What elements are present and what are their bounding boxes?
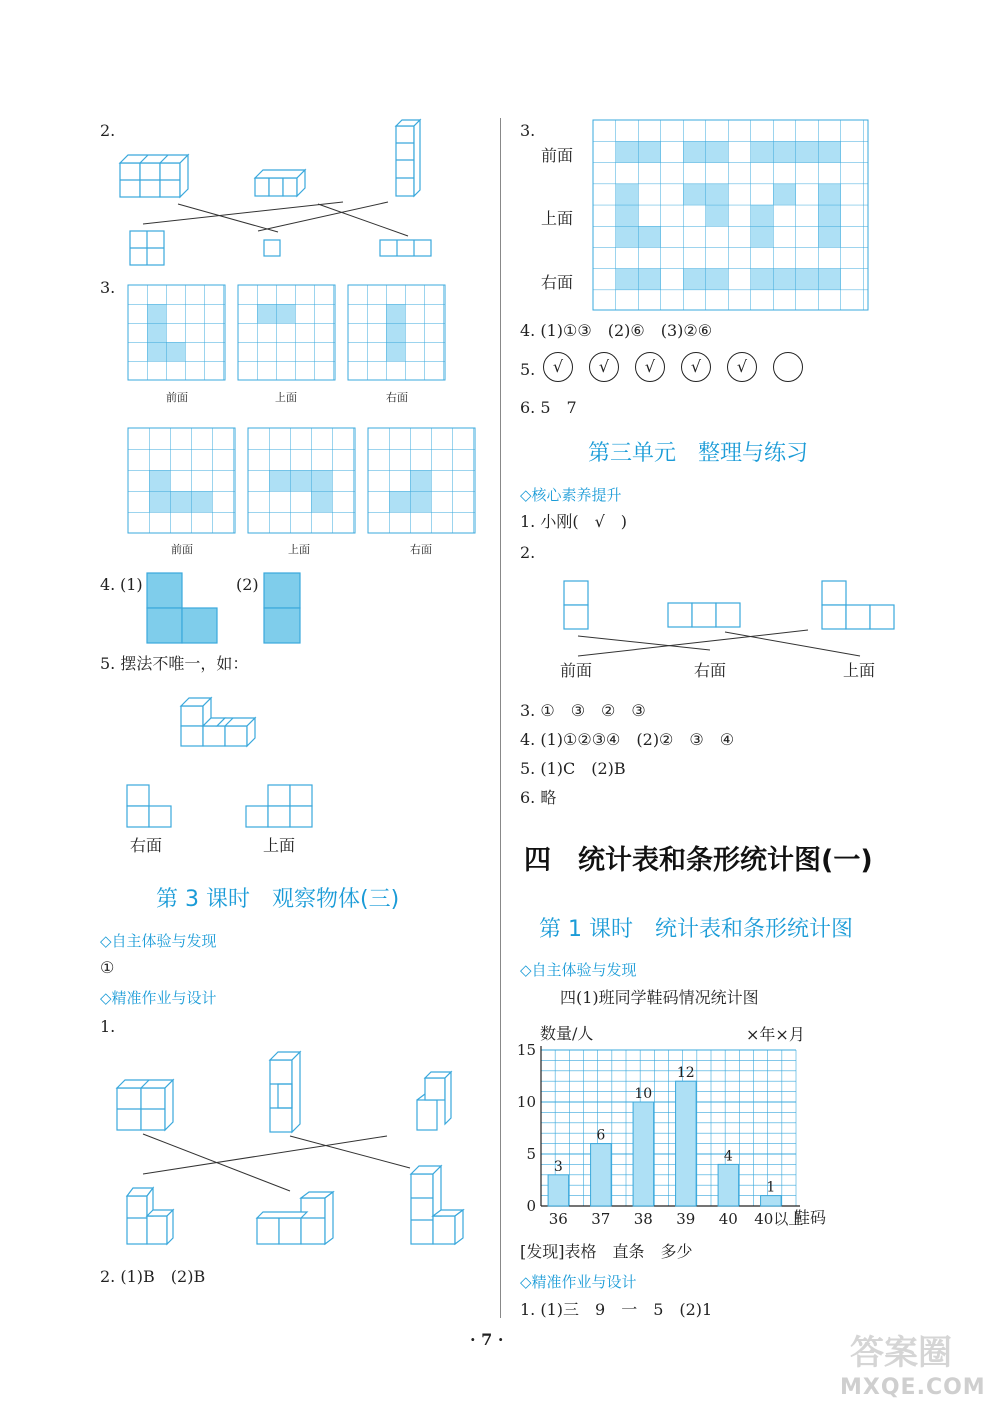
- q4-part2-label: (2): [236, 575, 259, 594]
- q4-part1-label: (1): [120, 575, 143, 594]
- view-label: 前面: [171, 543, 193, 556]
- question-6-answer: 6. 5 7: [520, 398, 577, 417]
- view-label: 右面: [386, 391, 408, 404]
- chapter-title: 四 统计表和条形统计图(一): [524, 845, 873, 876]
- watermark: MXQE.COM: [840, 1375, 986, 1400]
- shoe-size-bar-chart: [510, 1038, 810, 1238]
- chart-x-label: 鞋码: [794, 1208, 827, 1227]
- question-2-label: 2.: [100, 121, 116, 140]
- core-q6: 6. 略: [520, 788, 557, 807]
- check-circle: [773, 352, 803, 382]
- core-q3: 3. ① ③ ② ③: [520, 701, 646, 720]
- y-tick-label: 15: [516, 1041, 536, 1059]
- q5-cube-figure: [180, 697, 270, 749]
- data-label: 3: [553, 1158, 563, 1175]
- y-tick-label: 5: [526, 1145, 536, 1163]
- q5-right-view-label: 右面: [130, 836, 163, 855]
- chart-date-note: ×年×月: [746, 1025, 805, 1044]
- question-5-text: 5. 摆法不唯一，如：: [100, 654, 249, 673]
- y-tick-label: 10: [516, 1093, 536, 1111]
- section-heading: ◇自主体验与发现: [520, 961, 637, 979]
- core-q2-label-right: 右面: [694, 661, 727, 680]
- view-label: 前面: [166, 391, 188, 404]
- question-3-label: 3.: [100, 278, 116, 297]
- core-q5: 5. (1)C (2)B: [520, 759, 626, 778]
- q5-views: [126, 784, 316, 830]
- chart-caption: 四(1)班同学鞋码情况统计图: [560, 988, 759, 1007]
- view-label: 上面: [275, 391, 297, 404]
- view-label: 右面: [410, 543, 432, 556]
- data-label: 4: [723, 1148, 733, 1165]
- bar: [633, 1102, 654, 1206]
- r3-view-grid: [593, 120, 870, 312]
- bar: [548, 1175, 569, 1206]
- data-label: 1: [766, 1179, 776, 1196]
- data-label: 12: [676, 1065, 695, 1082]
- data-label: 10: [634, 1086, 653, 1102]
- check-circle: √: [681, 352, 711, 382]
- x-tick-label: 40以上: [754, 1210, 804, 1228]
- q2-matching-figure: [118, 118, 438, 273]
- row-label-front: 前面: [541, 146, 574, 165]
- core-q2-label: 2.: [520, 543, 536, 562]
- question-1-label: 1.: [100, 1017, 116, 1036]
- finding-text: [发现]表格 直条 多少: [520, 1242, 693, 1261]
- section-heading: ◇自主体验与发现: [100, 932, 217, 950]
- x-tick-label: 40: [718, 1210, 738, 1228]
- core-q1: 1. 小刚( √ ): [520, 512, 628, 531]
- row-label-top: 上面: [541, 209, 574, 228]
- core-q2-label-top: 上面: [843, 661, 876, 680]
- x-tick-label: 37: [591, 1210, 611, 1228]
- view-label: 上面: [288, 543, 310, 556]
- x-tick-label: 36: [548, 1210, 568, 1228]
- question-4-label: 4.: [100, 575, 116, 594]
- watermark-logo: 答案圈: [850, 1333, 952, 1373]
- question-2-answer: 2. (1)B (2)B: [100, 1267, 206, 1286]
- check-circle: √: [727, 352, 757, 382]
- page-number: · 7 ·: [470, 1330, 504, 1349]
- column-divider: [500, 118, 501, 1318]
- x-tick-label: 38: [633, 1210, 653, 1228]
- q3-view-grids-row1: [128, 285, 448, 385]
- practice-q1: 1. (1)三 9 一 5 (2)1: [520, 1300, 713, 1319]
- q5-top-view-label: 上面: [263, 836, 296, 855]
- check-circle: √: [635, 352, 665, 382]
- bar: [761, 1196, 782, 1206]
- check-circles: [543, 352, 803, 382]
- data-label: 6: [596, 1127, 606, 1144]
- lesson-title: 第 1 课时 统计表和条形统计图: [539, 917, 853, 942]
- bar: [718, 1164, 739, 1206]
- question-3-label: 3.: [520, 121, 536, 140]
- bar: [591, 1144, 612, 1206]
- row-label-right: 右面: [541, 273, 574, 292]
- q4-shapes: [147, 573, 307, 645]
- section-heading: ◇精准作业与设计: [520, 1273, 637, 1291]
- core-q4: 4. (1)①②③④ (2)② ③ ④: [520, 730, 735, 749]
- y-tick-label: 0: [526, 1197, 536, 1215]
- question-5-label: 5.: [520, 360, 536, 379]
- q3-view-grids-row2: [128, 428, 478, 538]
- chart-y-label: 数量/人: [540, 1024, 594, 1043]
- answer-text: ①: [100, 958, 115, 977]
- check-circle: √: [589, 352, 619, 382]
- core-q2-figure: [560, 578, 900, 658]
- unit-title: 第三单元 整理与练习: [588, 441, 809, 466]
- check-circle: √: [543, 352, 573, 382]
- section-heading: ◇核心素养提升: [520, 486, 622, 504]
- x-tick-label: 39: [676, 1210, 696, 1228]
- bar: [676, 1081, 697, 1206]
- lesson-title: 第 3 课时 观察物体(三): [156, 887, 400, 912]
- question-4-answer: 4. (1)①③ (2)⑥ (3)②⑥: [520, 321, 713, 340]
- core-q2-label-front: 前面: [560, 661, 593, 680]
- section-heading: ◇精准作业与设计: [100, 989, 217, 1007]
- lesson3-matching-figure: [115, 1048, 480, 1253]
